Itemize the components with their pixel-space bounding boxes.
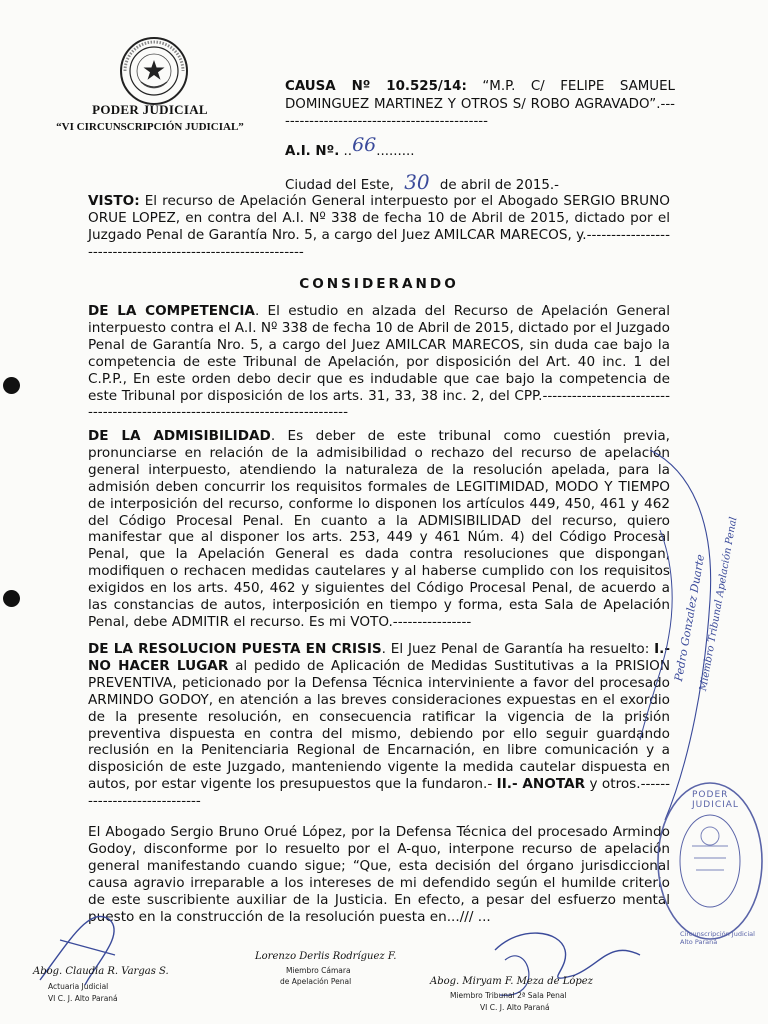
competencia-label: DE LA COMPETENCIA <box>88 303 255 319</box>
signature-center-name: Lorenzo Derlis Rodríguez F. <box>255 951 397 962</box>
stamp-top-text: PODER JUDICIAL <box>692 790 739 810</box>
causa-text: “M.P. C/ FELIPE SAMUEL DOMINGUEZ MARTINEZ Y OTROS S/ ROBO AGRAVADO”.--------------------------------------------- <box>285 79 676 129</box>
date-day-handwritten: 30 <box>404 170 430 194</box>
resolucion-label: DE LA RESOLUCION PUESTA EN CRISIS <box>88 641 382 657</box>
signature-center-place: de Apelación Penal <box>280 977 352 986</box>
date-prefix: Ciudad del Este, <box>285 178 394 193</box>
signature-right-role: Miembro Tribunal 2ª Sala Penal <box>450 991 567 1000</box>
visto-text: El recurso de Apelación General interpuesto por el Abogado SERGIO BRUNO ORUE LOPEZ, en contra del A.I. Nº 338 de fecha 10 de Abril de 2015, dictado por el Juzgado Penal de Garantía Nro. 5, a cargo del Juez AMILCAR MARECOS, y.------------------------------------------------------------- <box>88 193 670 260</box>
signature-right-name: Abog. Miryam F. Meza de López <box>430 976 593 987</box>
competencia-text: . El estudio en alzada del Recurso de Apelación General interpuesto contra el A.I. Nº 338 de fecha 10 de Abril de 2015, dictado por el Juzgado Penal de Garantía Nro. 5, a cargo del Juez AMILCAR MARECOS, sin duda cae bajo la competencia de este Tribunal de Apelación, por disposición del Art. 40 inc. 1 del C.P.P., En este orden debo decir que es indudable que cae bajo la competencia de este Tribunal por disposición de los arts. 31, 33, 38 inc. 2, del CPP.------------------------------------------------------------------------------- <box>88 303 670 421</box>
signature-left-role: Actuaria Judicial <box>48 982 109 991</box>
ai-number-line: A.I. Nº. ..66......... <box>285 134 415 159</box>
admisibilidad-text: . Es deber de este tribunal como cuestión previa, pronunciarse en relación de la admisibilidad o rechazo del recurso de apelación general interpuesto, atendiendo la naturaleza de la resolución apelada, para la admisión deben concurrir los requisitos formales de LEGITIMIDAD, MODO Y TIEMPO de interposición del recurso, conforme lo disponen los artículos 449, 450, 461 y 462 del Código Procesal Penal. En cuanto a la ADMISIBILIDAD del recurso, quiero manifestar que al disponer los arts. 253, 449 y 461 Núm. 4) del Código Procesal Penal, que la Apelación General es dada contra resoluciones que dispongan, modifiquen o rechacen medidas cautelares y al haberse cumplido con los requisitos exigidos en los arts. 450, 462 y siguientes del Código Procesal Penal, de acuerdo a las constancias de autos, interposición en tiempo y forma, esta Sala de Apelación Penal, debe ADMITIR el recurso. Es mi VOTO.---------------- <box>88 428 670 630</box>
resolucion-item-1: I.- NO HACER LUGAR <box>88 641 670 674</box>
admisibilidad-label: DE LA ADMISIBILIDAD <box>88 428 271 444</box>
causa-label: CAUSA Nº 10.525/14: <box>285 79 467 94</box>
signature-left-place: VI C. J. Alto Paraná <box>48 994 118 1003</box>
visto-label: VISTO: <box>88 193 140 209</box>
institution-name: PODER JUDICIAL <box>92 102 208 117</box>
resolucion-text-3: y otros.----------------------------- <box>88 776 671 810</box>
margin-signature-line-1: Pedro Gonzalez Duarte <box>672 553 708 683</box>
signature-center-role: Miembro Cámara <box>286 966 351 975</box>
ai-number-handwritten: 66 <box>352 134 377 156</box>
margin-signature-line-2: Miembro Tribunal Apelación Penal <box>698 516 740 692</box>
resolucion-item-2: II.- ANOTAR <box>496 776 586 793</box>
stamp-bottom-text: Circunscripción Judicial Alto Paraná <box>680 930 755 946</box>
abogado-paragraph: El Abogado Sergio Bruno Orué López, por la Defensa Técnica del procesado Armindo Godoy, disconforme por lo resuelto por el A-quo, interpone recurso de apelación general manifestando cuando sigue; “Que, esta decisión del órgano jurisdiccional causa agravio irreparable a los intereses de mi defendido según el humilde criterio de este suscribiente auxiliar de la Justicia. En efecto, a pesar del esfuerzo mental puesto en la construcción de la resolución puesta en.../// ... <box>88 824 670 925</box>
resolucion-text-2: al pedido de Aplicación de Medidas Sustitutivas a la PRISION PREVENTIVA, peticionado por la Defensa Técnica interviniente a favor del procesado ARMINDO GODOY, en atención a las breves consideraciones expuestas en el exordio de la presente resolución, en consecuencia ratificar la vigencia de la prisión preventiva dispuesta en contra del mismo, debiendo por ello seguir guardando reclusión en la Penitenciaria Regional de Encarnación, en libre comunicación y a disposición de este Juzgado, manteniendo vigente la medida cautelar dispuesta en autos, por estar vigente los presupuestos que la fundaron.- <box>88 657 670 793</box>
circunscripcion-name: “VI CIRCUNSCRIPCIÓN JUDICIAL” <box>56 121 244 133</box>
signature-right-place: VI C. J. Alto Paraná <box>480 1003 550 1012</box>
considerando-heading: CONSIDERANDO <box>299 276 459 292</box>
signature-left-name: Abog. Claudia R. Vargas S. <box>33 966 169 977</box>
ai-label: A.I. Nº. <box>285 144 340 159</box>
date-suffix: de abril de 2015.- <box>439 178 559 193</box>
resolucion-text-1: . El Juez Penal de Garantía ha resuelto: <box>381 641 655 657</box>
